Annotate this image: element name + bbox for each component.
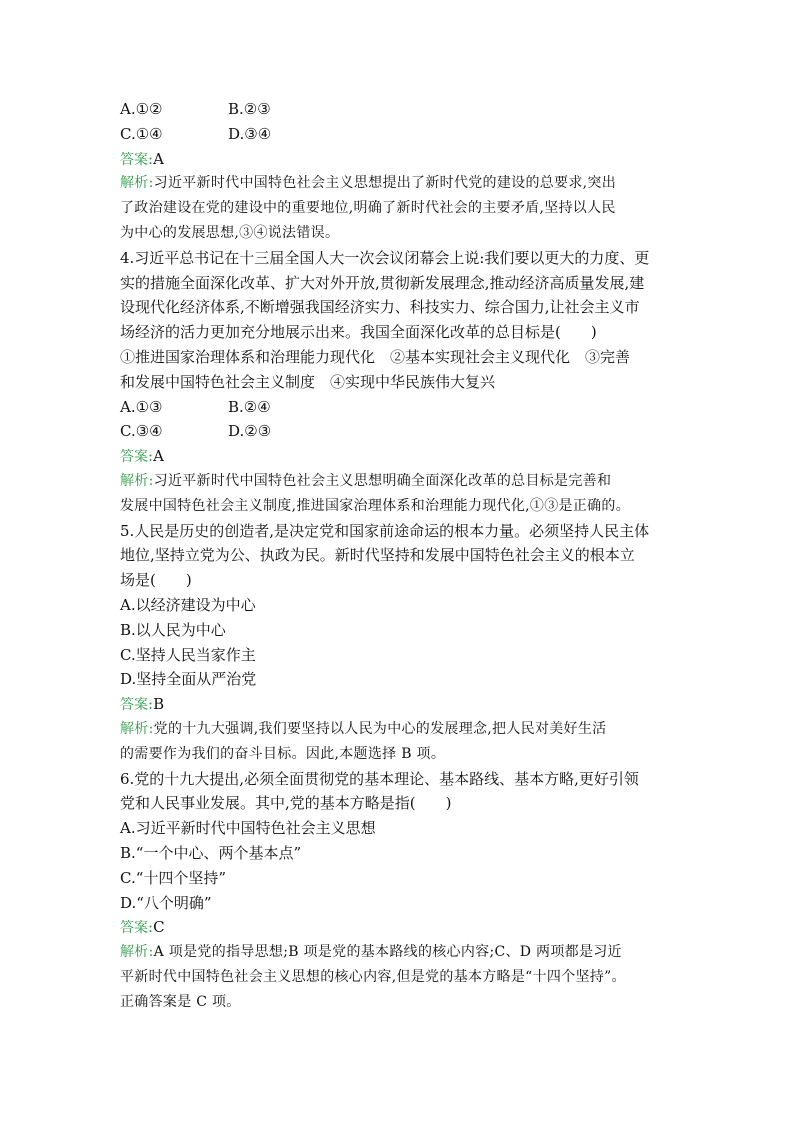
q4-analysis-line: 发展中国特色社会主义制度,推进国家治理体系和治理能力现代化,①③是正确的。	[120, 497, 630, 514]
q6-stem-line: 6.党的十九大提出,必须全面贯彻党的基本理论、基本路线、基本方略,更好引领	[120, 769, 639, 788]
q3-options-row-2	[120, 122, 680, 147]
answer-label: 答案	[120, 151, 148, 168]
q6-analysis-line: 平新时代中国特色社会主义思想的核心内容,但是党的基本方略是“十四个坚持”。	[120, 968, 626, 985]
q6-analysis-line: 解析:A 项是党的指导思想;B 项是党的基本路线的核心内容;C、D 两项都是习近	[120, 944, 622, 961]
q4-stem-line: 场经济的活力更加充分地展示出来。我国全面深化改革的总目标是( )	[120, 323, 597, 342]
q3-analysis-line: 了政治建设在党的建设中的重要地位,明确了新时代社会的主要矛盾,坚持以人民	[120, 200, 616, 217]
q3-option-a: A.①②	[120, 100, 163, 118]
q5-analysis-line: 的需要作为我们的奋斗目标。因此,本题选择 B 项。	[120, 745, 446, 762]
q3-options-row-1	[120, 97, 680, 122]
q5-analysis-line: 解析:党的十九大强调,我们要坚持以人民为中心的发展理念,把人民对美好生活	[120, 720, 607, 737]
analysis-text: 习近平新时代中国特色社会主义思想明确全面深化改革的总目标是完善和	[153, 472, 612, 489]
answer-label: 答案	[120, 920, 148, 937]
q4-statement-line: ①推进国家治理体系和治理能力现代化 ②基本实现社会主义现代化 ③完善	[120, 347, 631, 366]
analysis-label: 解析	[120, 472, 149, 489]
q4-stem-line: 4.习近平总书记在十三届全国人大一次会议闭幕会上说:我们要以更大的力度、更	[120, 248, 650, 267]
q3-option-c: C.①④	[120, 124, 163, 143]
analysis-label: 解析	[120, 175, 149, 192]
answer-label: 答案	[120, 449, 148, 466]
answer-value: C	[153, 918, 165, 937]
q4-statement-line: 和发展中国特色社会主义制度 ④实现中华民族伟大复兴	[120, 372, 496, 391]
q5-option-b: B.以人民为中心	[120, 620, 226, 639]
q4-options-row-1	[120, 395, 680, 420]
q3-analysis-line: 解析:习近平新时代中国特色社会主义思想提出了新时代党的建设的总要求,突出	[120, 175, 616, 192]
q3-option-d: D.③④	[228, 124, 272, 143]
q6-option-b: B.“一个中心、两个基本点”	[120, 843, 302, 862]
q6-option-c: C.“十四个坚持”	[120, 868, 227, 887]
q6-analysis-line: 正确答案是 C 项。	[120, 993, 241, 1010]
q4-options-row-2	[120, 419, 680, 444]
answer-value: A	[153, 447, 164, 466]
q4-answer: 答案:A	[120, 447, 164, 466]
q4-option-a: A.①③	[120, 397, 163, 416]
analysis-label: 解析	[120, 720, 149, 737]
analysis-label: 解析	[120, 944, 149, 961]
q5-answer: 答案:B	[120, 695, 165, 714]
q5-stem-line: 场是( )	[120, 571, 192, 590]
q4-option-c: C.③④	[120, 422, 163, 441]
q3-option-b: B.②③	[228, 100, 271, 118]
q4-stem-line: 实的措施全面深化改革、扩大对外开放,贯彻新发展理念,推动经济高质量发展,建	[120, 273, 645, 292]
q6-stem-line: 党和人民事业发展。其中,党的基本方略是指( )	[120, 794, 452, 813]
q4-analysis-line: 解析:习近平新时代中国特色社会主义思想明确全面深化改革的总目标是完善和	[120, 472, 612, 489]
analysis-text: A 项是党的指导思想;B 项是党的基本路线的核心内容;C、D 两项都是习近	[153, 944, 622, 961]
question-content	[120, 97, 680, 1014]
answer-value: B	[153, 695, 165, 714]
q5-stem-line: 地位,坚持立党为公、执政为民。新时代坚持和发展中国特色社会主义的根本立	[120, 546, 635, 565]
q5-option-d: D.坚持全面从严治党	[120, 670, 257, 689]
answer-value: A	[153, 149, 164, 168]
q3-answer: 答案:A	[120, 149, 164, 168]
q4-stem-line: 设现代化经济体系,不断增强我国经济实力、科技实力、综合国力,让社会主义市	[120, 298, 640, 317]
q6-answer: 答案:C	[120, 918, 165, 937]
q4-option-d: D.②③	[228, 422, 272, 441]
q6-option-d: D.“八个明确”	[120, 893, 212, 912]
analysis-text: 习近平新时代中国特色社会主义思想提出了新时代党的建设的总要求,突出	[153, 175, 616, 192]
answer-label: 答案	[120, 697, 148, 714]
q6-option-a: A.习近平新时代中国特色社会主义思想	[120, 819, 376, 838]
q5-stem-line: 5.人民是历史的创造者,是决定党和国家前途命运的根本力量。必须坚持人民主体	[120, 521, 650, 540]
q5-option-c: C.坚持人民当家作主	[120, 645, 256, 664]
q4-option-b: B.②④	[228, 397, 271, 416]
q5-option-a: A.以经济建设为中心	[120, 595, 256, 614]
q3-analysis-line: 为中心的发展思想,③④说法错误。	[120, 224, 340, 241]
analysis-text: 党的十九大强调,我们要坚持以人民为中心的发展理念,把人民对美好生活	[153, 720, 607, 737]
